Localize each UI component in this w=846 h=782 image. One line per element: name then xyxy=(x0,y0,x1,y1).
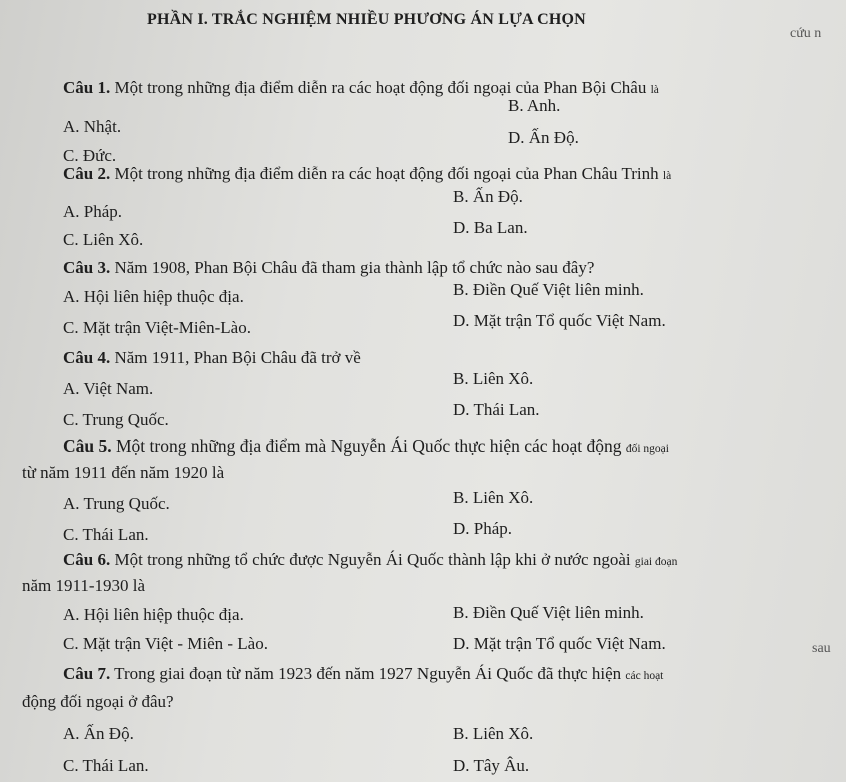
q5-option-c[interactable]: C. Thái Lan. xyxy=(63,525,149,544)
question-3-stem xyxy=(63,258,594,278)
question-5-tail: đối ngoại xyxy=(625,443,669,455)
q4-option-d[interactable]: D. Thái Lan. xyxy=(453,400,540,419)
q5-option-d[interactable]: D. Pháp. xyxy=(453,519,513,538)
q4-option-b[interactable]: B. Liên Xô. xyxy=(453,369,534,388)
section-title: PHẦN I. TRẮC NGHIỆM NHIỀU PHƯƠNG ÁN LỰA CHỌN xyxy=(147,11,586,28)
question-6-tail: giai đoạn xyxy=(634,556,678,568)
q2-option-d[interactable]: D. Ba Lan. xyxy=(453,218,528,237)
question-1-text: Một trong những địa điểm diễn ra các hoạt động đối ngoại của Phan Bội Châu xyxy=(110,78,647,97)
q3-option-a[interactable]: A. Hội liên hiệp thuộc địa. xyxy=(63,287,244,306)
q1-option-a[interactable]: A. Nhật. xyxy=(63,117,122,136)
question-5-stem-line2: từ năm 1911 đến năm 1920 là xyxy=(22,463,225,482)
side-note: sau xyxy=(812,641,831,656)
question-7-text: Trong giai đoạn từ năm 1923 đến năm 1927 Nguyễn Ái Quốc đã thực hiện xyxy=(110,664,622,683)
question-1-number: Câu 1. xyxy=(63,78,111,97)
q3-option-b[interactable]: B. Điền Quế Việt liên minh. xyxy=(453,280,644,299)
question-1-stem xyxy=(63,78,659,100)
question-5-text: Một trong những địa điểm mà Nguyễn Ái Quốc thực hiện các hoạt động xyxy=(111,436,622,456)
q2-option-a[interactable]: A. Pháp. xyxy=(63,202,123,221)
q4-option-a[interactable]: A. Việt Nam. xyxy=(63,379,154,398)
q5-option-a[interactable]: A. Trung Quốc. xyxy=(63,494,170,513)
q2-option-c[interactable]: C. Liên Xô. xyxy=(63,230,144,249)
question-7-number: Câu 7. xyxy=(63,664,111,683)
q1-option-b[interactable]: B. Anh. xyxy=(508,96,561,115)
question-2-tail: là xyxy=(662,170,672,182)
q3-option-d[interactable]: D. Mặt trận Tổ quốc Việt Nam. xyxy=(453,311,666,330)
q7-option-d[interactable]: D. Tây Âu. xyxy=(453,756,530,775)
q7-option-b[interactable]: B. Liên Xô. xyxy=(453,724,534,743)
q7-option-a[interactable]: A. Ấn Độ. xyxy=(63,724,134,743)
q3-option-c[interactable]: C. Mặt trận Việt-Miên-Lào. xyxy=(63,318,251,337)
corner-text: cứu n xyxy=(790,26,822,41)
q6-option-c[interactable]: C. Mặt trận Việt - Miên - Lào. xyxy=(63,634,268,653)
question-7-stem-line2: động đối ngoại ở đâu? xyxy=(22,692,174,711)
q1-option-d[interactable]: D. Ấn Độ. xyxy=(508,128,579,147)
question-6-text: Một trong những tổ chức được Nguyễn Ái Quốc thành lập khi ở nước ngoài xyxy=(110,550,631,569)
q6-option-b[interactable]: B. Điền Quế Việt liên minh. xyxy=(453,603,644,622)
q1-option-c[interactable]: C. Đức. xyxy=(63,146,117,165)
question-3-number: Câu 3. xyxy=(63,258,111,277)
question-3-text: Năm 1908, Phan Bội Châu đã tham gia thành lập tổ chức nào sau đây? xyxy=(110,258,595,277)
q7-option-c[interactable]: C. Thái Lan. xyxy=(63,756,149,775)
q6-option-a[interactable]: A. Hội liên hiệp thuộc địa. xyxy=(63,605,244,624)
q2-option-b[interactable]: B. Ấn Độ. xyxy=(453,187,523,206)
question-6-stem-line2: năm 1911-1930 là xyxy=(22,576,146,595)
question-5-number: Câu 5. xyxy=(63,436,112,456)
question-5-stem xyxy=(63,436,669,459)
question-1-tail: là xyxy=(650,84,659,96)
question-4-text: Năm 1911, Phan Bội Châu đã trở về xyxy=(110,348,361,367)
question-7-stem xyxy=(63,664,663,686)
question-2-text: Một trong những địa điểm diễn ra các hoạt động đối ngoại của Phan Châu Trinh xyxy=(110,164,659,183)
q5-option-b[interactable]: B. Liên Xô. xyxy=(453,488,534,507)
question-7-tail: các hoạt xyxy=(625,670,664,682)
question-2-number: Câu 2. xyxy=(63,164,111,183)
question-6-number: Câu 6. xyxy=(63,550,111,569)
question-4-number: Câu 4. xyxy=(63,348,111,367)
q4-option-c[interactable]: C. Trung Quốc. xyxy=(63,410,169,429)
q6-option-d[interactable]: D. Mặt trận Tổ quốc Việt Nam. xyxy=(453,634,666,653)
question-4-stem xyxy=(63,348,361,368)
question-2-stem xyxy=(63,164,671,186)
question-6-stem xyxy=(63,550,677,572)
